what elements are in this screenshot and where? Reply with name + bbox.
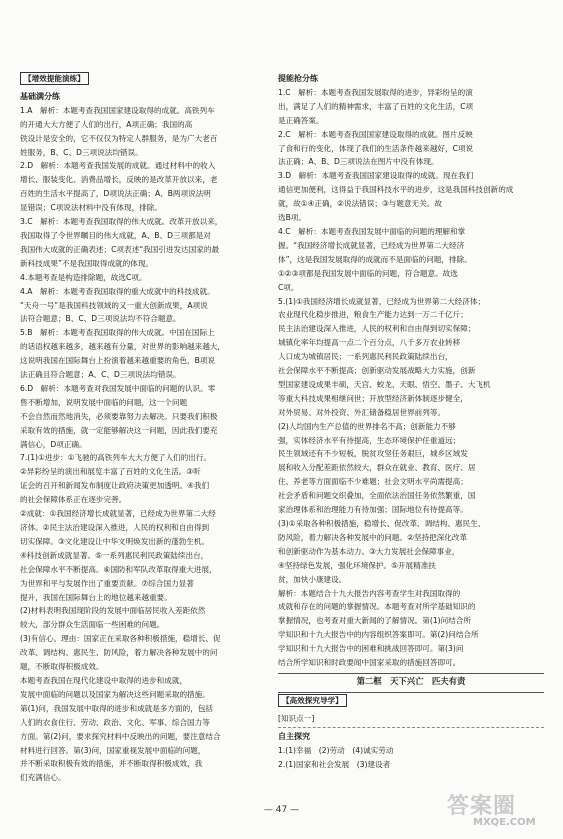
text-line: 的话语权越来越多，越来越有分量，对世界的影响越来越大， — [20, 342, 226, 352]
text-line: 是正确答案。 — [278, 115, 324, 125]
text-line: 强，实体经济水平有待提高，生态环境保护任重道远； — [278, 435, 461, 445]
text-line: ②异彩纷呈的演出和展览丰富了百姓的文化生活。③听 — [20, 467, 201, 477]
section-header-gaoxiao: 【高效探究导学】 — [278, 694, 347, 707]
text-line: 通信更加便利，这得益于我国科技水平的进步，这是我国科技创新的成 — [278, 185, 514, 195]
text-line: 社会保障水平不断提高；创新驱动发展战略大力实施，创新 — [278, 366, 476, 376]
text-line: 掌握情况，也考查对重大新闻的了解情况。第(1)问结合所 — [278, 616, 472, 626]
text-line: (3)有信心。理由：国家正在采取各种积极措施，稳增长、促 — [20, 634, 221, 644]
text-line: 铁设计是安全的，它不仅仅为特定人群服务，是为广大老百 — [20, 133, 218, 143]
text-line: 法符合题意；B、C、D三项说法均不符合题意。 — [20, 314, 181, 324]
text-line: 社会矛盾和问题交织叠加，全面依法治国任务依然繁重，国 — [278, 491, 476, 501]
section-divider — [278, 673, 544, 674]
text-line: 满信心，D项正确。 — [20, 439, 87, 449]
text-line: 我国伟大成就的正确表述；C项表述“我国引进发达国家的最 — [20, 244, 220, 254]
text-line: 6.D 解析：本题考查对我国发展中面临的问题的认识。零 — [20, 383, 216, 393]
text-line: 体”，这是我国发展取得的成就而不是面临的问题，排除。 — [278, 254, 472, 264]
text-line: 型国家建设成果丰硕，天宫、蛟龙、天眼、悟空、墨子、大飞机 — [278, 379, 491, 389]
text-line: 证会的召开和新闻发布制度让政府决策更加透明。④我们 — [20, 481, 210, 491]
right-column — [278, 72, 544, 771]
text-line: (2)人均国内生产总值的世界排名不高；创新能力不够 — [278, 421, 456, 431]
text-line: 增长、服装变化、消费品增长，反映的是改革开放以来，老 — [20, 175, 218, 185]
text-line: 2.C 解析：本题考查我国国家建设取得的成就。图片反映 — [278, 129, 473, 139]
text-line: 防风险，着力解决各种发展中的问题。②坚持把深化改革 — [278, 532, 468, 542]
text-line: 我国取得了令世界瞩目的伟大成就，A、B、D三项都是对 — [20, 230, 211, 240]
text-line: 新科技成果”不是我国取得成就的体现。 — [20, 258, 154, 268]
text-line: 城镇化率年均提高一点二个百分点，八千多万农业转移 — [278, 338, 461, 348]
text-line: (3)①采取各种积极措施，稳增长、促改革、调结构、惠民生、 — [278, 519, 486, 528]
text-line: 售不断增加，说明发展中面临的问题，这一个问题 — [20, 397, 188, 407]
text-line: 和创新驱动作为基本动力。③大力发展社会保障事业， — [278, 546, 460, 556]
watermark-logo — [447, 789, 555, 833]
text-line: 5.B 解析：本题考查我国取得的伟大成就。中国在国际上 — [20, 328, 215, 338]
text-line: 不会自然而然地消失，必须要靠努力去解决。只要我们积极 — [20, 411, 218, 421]
text-line: 结合所学知识和时政要闻中国家采取的措施回答即可。 — [278, 658, 461, 668]
text-line: 并不断采取积极有效的措施，并不断取得积极成效，我 — [20, 759, 203, 769]
text-line: 切实保障。③文化建设让中华文明焕发出新的蓬勃生机。 — [20, 536, 210, 546]
knowledge-point-label: [知识点一] — [278, 713, 315, 723]
text-line: 4.本题考查是构造排除题，故选C项。 — [20, 272, 147, 282]
lesson-title: 第二框 天下兴亡 匹夫有责 — [356, 675, 466, 686]
text-line: 住、养老等方面面临不少难题；社会文明水平尚需提高； — [278, 477, 468, 487]
text-line: 4.C 解析：本题考查我国发展中面临的问题的理解和掌 — [278, 226, 466, 236]
text-line: 方面。第(2)问，要求探究材料中反映出的问题，要注意结合 — [20, 731, 221, 741]
text-line: 出，满足了人们的精神需求，丰富了百姓的文化生活，C项 — [278, 101, 474, 111]
text-line: 改革、调结构、惠民生、防风险，着力解决各种发展中的问 — [20, 648, 218, 658]
text-line: (2)材料表明我国现阶段的发展中面临居民收入差距依然 — [20, 606, 206, 616]
text-line: 发展中面临的问题以及国家为解决这些问题采取的措施。 — [20, 689, 210, 699]
text-line: 成就和存在的问题的掌握情况。本题考查对所学基础知识的 — [278, 602, 476, 612]
text-line: 学知识和十九大报告中的内容组织答案即可。第(2)问结合所 — [278, 630, 479, 640]
text-line: 法正确；A、B、D三项说法在图片中没有体现。 — [278, 157, 439, 167]
text-line: 百姓的生活水平提高了，D项说法正确；A、B两项说法明 — [20, 189, 211, 199]
watermark-text: 答案圈 — [447, 794, 517, 819]
text-line: 采取有效的措施，就一定能够解决这一问题，因此我们要充 — [20, 425, 218, 435]
left-column — [20, 72, 258, 785]
text-line: 的开通大大方便了人们的出行，A项正确；我国的高 — [20, 119, 193, 129]
text-line: 材料进行回答。第(3)问，国家重视发展中面临的问题， — [20, 745, 206, 755]
text-line: ④坚持绿色发展，强化环境保护。⑤开展精准扶 — [278, 560, 436, 570]
text-line: 解析：本题结合十九大报告内容考查学生对我国取得的 — [278, 588, 461, 598]
text-line: 握。“我国经济增长成就显著，已经成为世界第二大经济 — [278, 240, 465, 250]
text-line: 贫，加快小康建设。 — [278, 574, 347, 584]
subsection-header-jichu: 基础满分练 — [20, 91, 60, 101]
subsection-header-zizhu: 自主探究 — [278, 731, 310, 741]
page-number: — 47 — — [263, 805, 300, 815]
text-line: 5.(1)①我国经济增长成就显著，已经成为世界第二大经济体； — [278, 296, 486, 306]
text-line: 学知识和十九大报告中的困难和挑战回答即可。第(3)问 — [278, 644, 464, 654]
text-line: 了食和行的变化，体现了我们的生活条件越来越好，C项说 — [278, 143, 474, 153]
text-line: C项。 — [278, 282, 299, 292]
text-line: 3.C 解析：本题考查我国取得的伟大成就。改革开放以来， — [20, 217, 223, 227]
text-line: 济体。②民主法治建设深入推进，人民的权利和自由得到 — [20, 523, 210, 532]
text-line: 本题考查我国在现代化建设中取得的进步和成就， — [20, 675, 188, 685]
text-line: ①②③项都是我国发展中面临的问题，符合题意。故选 — [278, 268, 458, 278]
text-line: 题，不断取得积极成效。 — [20, 662, 104, 672]
text-line: 1.A 解析：本题考查我国国家建设取得的成就。高铁列车 — [20, 105, 215, 115]
text-line: 们充满信心。 — [20, 773, 66, 783]
text-line: 2.(1)国家和社会发展 (3)建设者 — [278, 759, 391, 769]
subsection-header-tineng: 提能抢分练 — [278, 74, 318, 83]
text-line: 1.C 解析：本题考查我国发展取得的进步，异彩纷呈的演 — [278, 87, 473, 97]
text-line: 人们的衣食住行、劳动、政治、文化、军事、综合国力等 — [20, 717, 210, 727]
section-header-zengxiao: 【增效提能演练】 — [20, 72, 89, 85]
section-divider — [278, 692, 544, 693]
text-line: 的社会保障体系正在逐步完善。 — [20, 495, 127, 505]
text-line: 就，故①④正确，②说法错误；③与题意无关。故 — [278, 199, 442, 209]
text-line: 对外贸易、对外投资、外汇储备稳居世界前列等。 — [278, 407, 446, 417]
text-line: 社会保障水平不断提高。⑥国防和军队改革取得重大进展， — [20, 564, 217, 574]
text-line: 人口成为城镇居民；一系列惠民利民政策陆续出台， — [278, 352, 453, 362]
text-line: 选B项。 — [278, 213, 306, 223]
text-line: 等重大科技成果相继问世；开放型经济新体制逐步健全， — [278, 393, 468, 403]
text-line: 3.D 解析：本题考查我国国家建设取得的成就。现在我们 — [278, 171, 474, 181]
text-line: 民主法治建设深入推进，人民的权利和自由得到切实保障； — [278, 324, 476, 334]
text-line: 农业现代化稳步推进，粮食生产能力达到一万二千亿斤； — [278, 310, 468, 320]
text-line: 2.D 解析：本题考查我国发展的成就。通过材料中的收入 — [20, 161, 216, 171]
text-line: 民生领域还有不少短板，脱贫攻坚任务艰巨，城乡区域发 — [278, 449, 468, 459]
text-line: 较大，部分群众生活面临一些困难的问题。 — [20, 620, 165, 630]
text-line: 姓服务，B、C、D三项说法均错误。 — [20, 147, 143, 157]
text-line: “天舟一号”是我国科技领域的又一重大创新成果，A项说 — [20, 300, 208, 310]
text-line: 显错误；C项说法材料中没有体现，排除。 — [20, 203, 162, 213]
dashed-divider — [278, 727, 544, 728]
text-line: 展和收入分配差距依然较大，群众在就业、教育、医疗、居 — [278, 463, 476, 473]
watermark-url: MXQE.COM — [473, 817, 536, 828]
text-line: 提升，我国在国际舞台上的地位越来越重要。 — [20, 592, 172, 602]
text-line: 为世界和平与发展作出了重要贡献。⑦综合国力显著 — [20, 578, 194, 588]
text-line: 家治理体系和治理能力有待加强；国际地位有待提高等。 — [278, 505, 468, 515]
text-line: ②成就：①我国经济增长成就显著，已经成为世界第二大经 — [20, 509, 216, 519]
text-line: 第(1)问，我国发展中取得的进步和成就是多方面的，包括 — [20, 703, 214, 713]
text-line: ④科技创新成就显著。⑤一系列惠民利民政策陆续出台， — [20, 550, 209, 560]
text-line: 法正确且符合题意；A、C、D三项说法均错误。 — [20, 370, 181, 380]
text-line: 1.(1)幸福 (2)劳动 (4)诚实劳动 — [278, 745, 394, 755]
text-line: 这说明我国在国际舞台上扮演着越来越重要的角色，B项说 — [20, 356, 216, 366]
text-line: 7.(1)①进步：①飞驰的高铁列车大大方便了人们的出行。 — [20, 453, 212, 463]
text-line: 4.A 解析：本题考查我国取得的重大成就中的科技成就。 — [20, 286, 215, 296]
